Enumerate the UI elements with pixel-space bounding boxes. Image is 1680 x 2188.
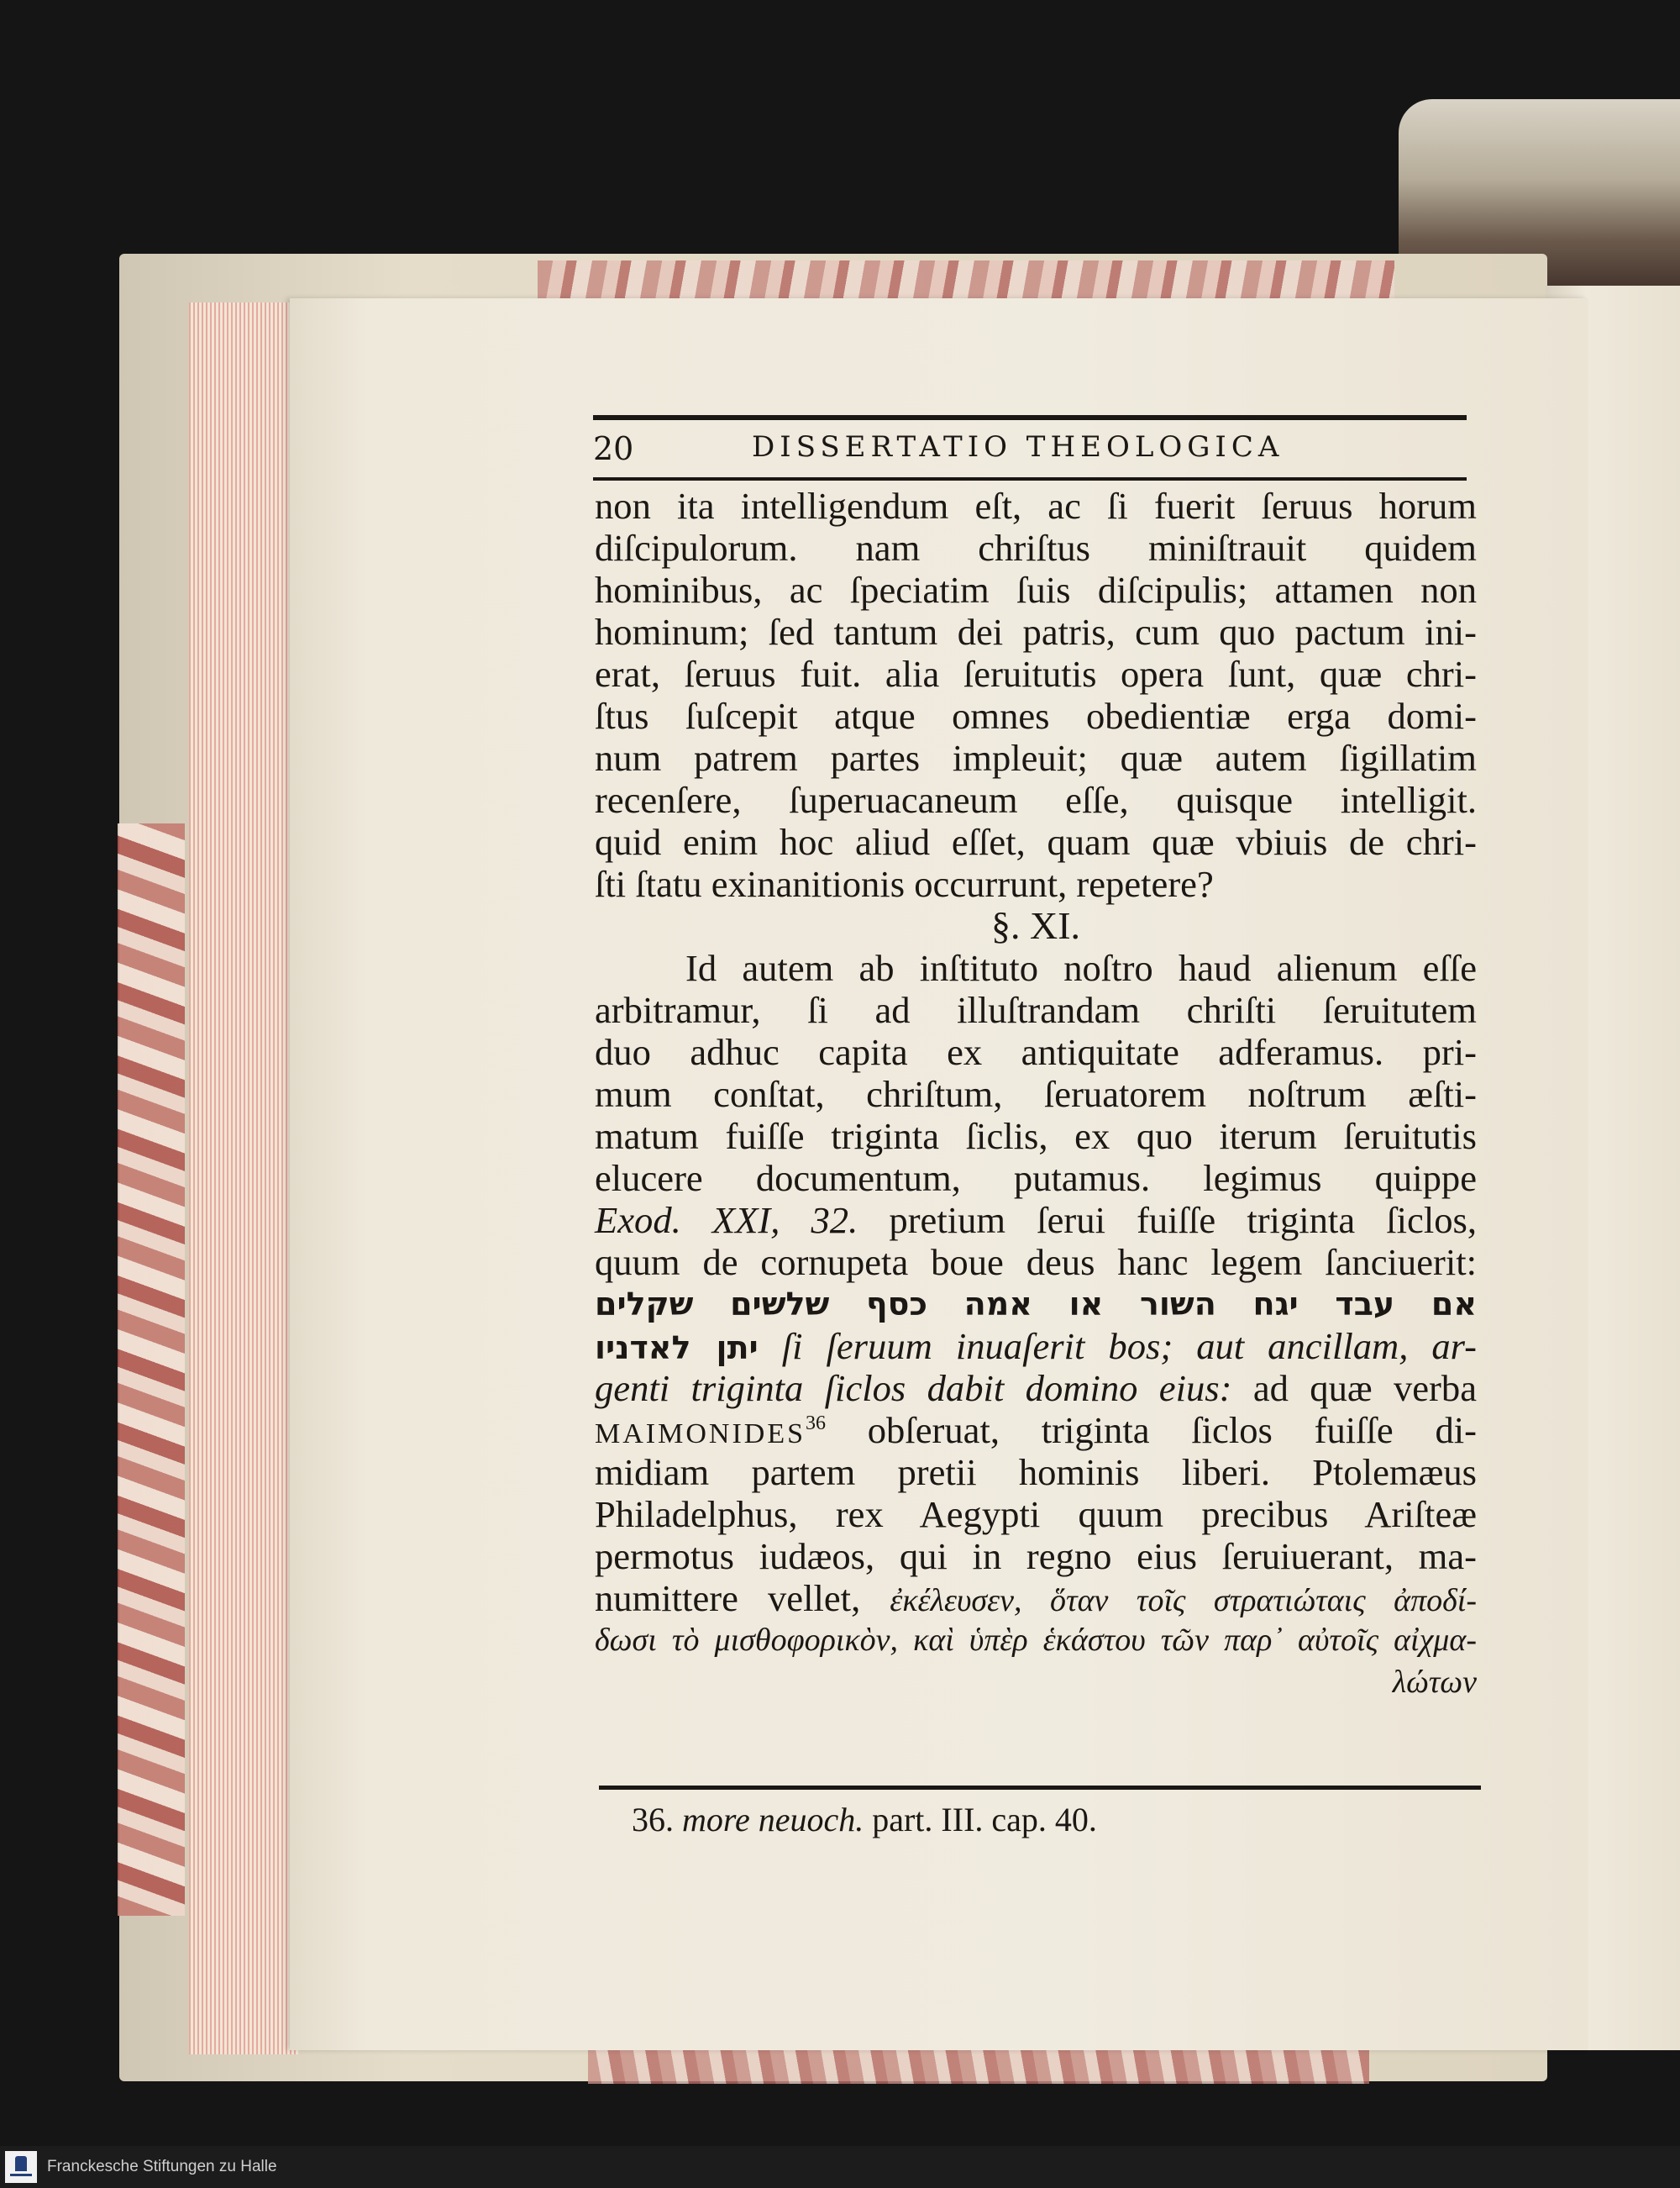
text-segment: pretium ſerui fuiſſe triginta ſiclos, bbox=[889, 1199, 1478, 1241]
footnote-marker: 36 bbox=[806, 1412, 826, 1435]
text-line: Id autem ab inſtituto noſtro haud alienum eſſe bbox=[685, 947, 1477, 989]
latin-translation: genti triginta ſiclos dabit domino eius: bbox=[595, 1367, 1232, 1409]
hebrew-quotation-end: יתן לאדניו bbox=[595, 1329, 759, 1366]
latin-translation: ſi ſeruum inuaſerit bos; aut ancillam, ar- bbox=[781, 1325, 1477, 1367]
page-edges bbox=[189, 302, 298, 2054]
text-line: erat, ſeruus fuit. alia ſeruitutis opera ſunt, quæ chri- bbox=[595, 653, 1477, 695]
text-line: recenſere, ſuperuacaneum eſſe, quisque intelligit. bbox=[595, 779, 1477, 821]
scripture-reference: Exod. XXI, 32. bbox=[595, 1199, 858, 1241]
running-title: DISSERTATIO THEOLOGICA bbox=[752, 430, 1284, 464]
text-segment: obſeruat, triginta ſiclos fuiſſe di- bbox=[867, 1409, 1478, 1451]
footnote bbox=[632, 1800, 1097, 1839]
franckesche-stiftungen-logo-icon[interactable] bbox=[5, 2151, 37, 2183]
text-line: diſcipulorum. nam chriſtus miniſtrauit quidem bbox=[595, 527, 1477, 569]
text-line: matum fuiſſe triginta ſiclis, ex quo iterum ſeruitutis bbox=[595, 1115, 1477, 1157]
greek-quotation: ἐκέλευσεν, ὅταν τοῖς στρατιώταις ἀποδί- bbox=[890, 1583, 1477, 1618]
text-line: midiam partem pretii hominis liberi. Ptolemæus bbox=[595, 1451, 1477, 1493]
text-line: ſti ſtatu exinanitionis occurrunt, repetere? bbox=[595, 863, 1214, 905]
page-number: 20 bbox=[593, 430, 634, 467]
viewer-footer-bar bbox=[0, 2146, 1680, 2188]
text-line: num patrem partes impleuit; quæ autem ſigillatim bbox=[595, 737, 1477, 779]
section-heading: §. XI. bbox=[990, 904, 1081, 947]
text-line: Philadelphus, rex Aegypti quum precibus Ariſteæ bbox=[595, 1493, 1477, 1535]
greek-quotation: δωσι τὸ μισθοφορικὸν, καὶ ὑπὲρ ἑκάστου τῶν παρ᾽ αὐτοῖς αἰχμα- bbox=[595, 1623, 1477, 1658]
hebrew-quotation: אם עבד יגח השור או אמה כסף שלשים שקלים bbox=[595, 1286, 1477, 1323]
header-rule-top bbox=[593, 415, 1467, 420]
footnote-work: more neuoch. bbox=[682, 1801, 864, 1838]
text-line bbox=[595, 1409, 1477, 1451]
footnote-citation: part. III. cap. 40. bbox=[872, 1801, 1097, 1838]
text-line: non ita intelligendum eſt, ac ſi fuerit ſeruus horum bbox=[595, 485, 1477, 527]
text-line: hominum; ſed tantum dei patris, cum quo pactum ini- bbox=[595, 611, 1477, 653]
text-line: quum de cornupeta boue deus hanc legem ſanciuerit: bbox=[595, 1241, 1477, 1283]
footnote-rule bbox=[599, 1786, 1481, 1790]
text-line bbox=[595, 1325, 1477, 1367]
text-segment: ad quæ verba bbox=[1252, 1367, 1477, 1409]
text-line: ſtus ſuſcepit atque omnes obedientiæ erga domi- bbox=[595, 695, 1477, 737]
marbled-edge-left bbox=[118, 823, 185, 1916]
text-line: mum conſtat, chriſtum, ſeruatorem noſtrum æſti- bbox=[595, 1073, 1477, 1115]
greek-quotation: λώτων bbox=[1392, 1665, 1477, 1700]
header-rule-bottom bbox=[593, 477, 1467, 481]
marbled-edge-bottom bbox=[588, 2050, 1369, 2084]
text-line: arbitramur, ſi ad illuſtrandam chriſti ſeruitutem bbox=[595, 989, 1477, 1031]
text-line bbox=[595, 1577, 1477, 1619]
author-name: MAIMONIDES bbox=[595, 1418, 806, 1449]
text-line bbox=[595, 1199, 1477, 1241]
page-body bbox=[595, 485, 1477, 1703]
text-line: hominibus, ac ſpeciatim ſuis diſcipulis; attamen non bbox=[595, 569, 1477, 611]
text-segment: numittere vellet, bbox=[595, 1577, 861, 1619]
institution-label: Franckesche Stiftungen zu Halle bbox=[47, 2158, 277, 2175]
footnote-number: 36. bbox=[632, 1801, 674, 1838]
text-line bbox=[595, 1367, 1477, 1409]
text-line: duo adhuc capita ex antiquitate adferamus. pri- bbox=[595, 1031, 1477, 1073]
text-line: permotus iudæos, qui in regno eius ſeruiuerant, ma- bbox=[595, 1535, 1477, 1577]
text-line: quid enim hoc aliud eſſet, quam quæ vbiuis de chri- bbox=[595, 821, 1477, 863]
text-line: elucere documentum, putamus. legimus quippe bbox=[595, 1157, 1477, 1199]
